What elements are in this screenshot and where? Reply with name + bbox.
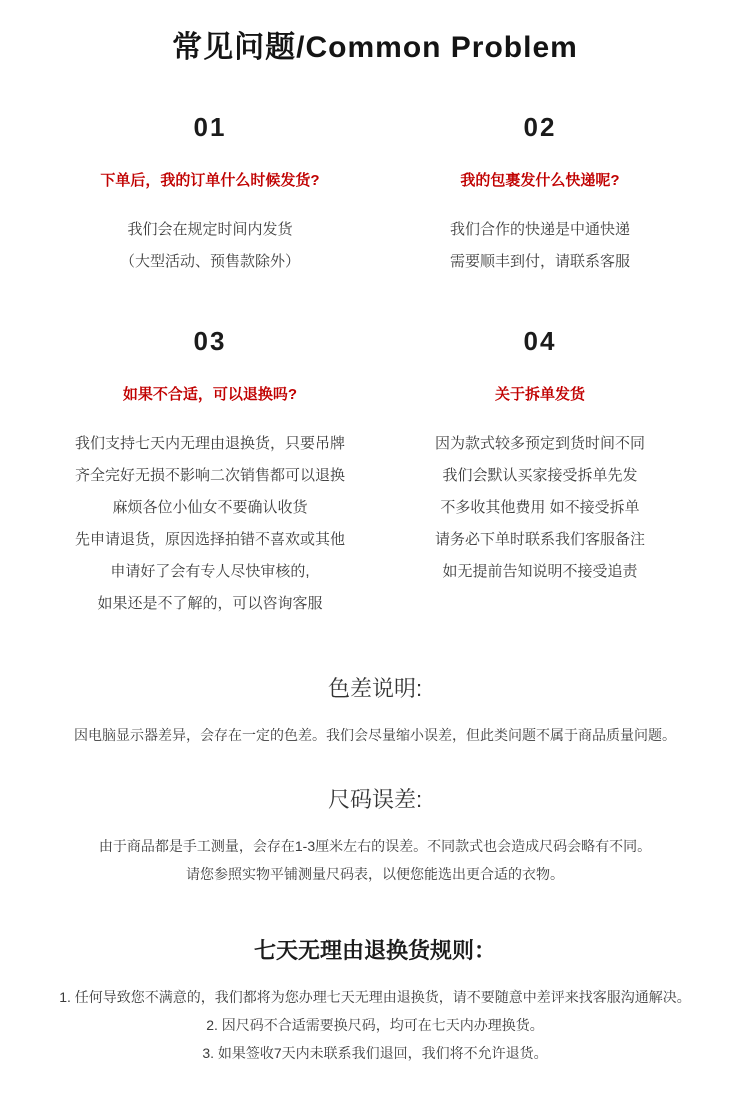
faq-answers [390,428,690,588]
section-line: 请您参照实物平铺测量尺码表，以便您能选出更合适的衣物。 [186,866,564,882]
faq-number: 01 [193,112,227,142]
faq-question: 我的包裹发什么快递呢? [460,172,620,189]
faq-number: 04 [523,326,557,356]
faq-item-01 [60,112,360,278]
faq-answer-line: 先申请退货，原因选择拍错不喜欢或其他 [74,531,345,548]
faq-answer-line: 不多收其他费用 如不接受拆单 [440,499,640,516]
faq-answers [60,428,360,620]
section-title: 尺码误差: [327,787,423,812]
faq-number: 02 [523,112,557,142]
section-size-error [0,783,750,888]
faq-answer-line: 我们支持七天内无理由退换货，只要吊牌 [74,435,345,452]
faq-question: 关于拆单发货 [494,386,585,403]
faq-answer-line: 因为款式较多预定到货时间不同 [434,435,645,452]
faq-answer-line: 我们会在规定时间内发货 [127,221,293,238]
faq-answers [390,214,690,278]
section-title: 色差说明: [327,676,423,701]
faq-answer-line: 麻烦各位小仙女不要确认收货 [112,499,308,516]
faq-answer-line: 申请好了会有专人尽快审核的, [110,563,310,580]
section-line: 2. 因尺码不合适需要换尺码，均可在七天内办理换货。 [206,1017,544,1033]
faq-answer-line: 需要顺丰到付，请联系客服 [449,253,630,270]
faq-answer-line: 如果还是不了解的，可以咨询客服 [97,595,323,612]
section-line: 1. 任何导致您不满意的，我们都将为您办理七天无理由退换货，请不要随意中差评来找客服沟通解决。 [59,989,691,1005]
section-line: 3. 如果签收7天内未联系我们退回，我们将不允许退货。 [202,1045,548,1061]
faq-answer-line: 请务必下单时联系我们客服备注 [434,531,645,548]
faq-answers [60,214,360,278]
faq-answer-line: 如无提前告知说明不接受追责 [442,563,638,580]
faq-answer-line: （大型活动、预售款除外） [119,253,300,270]
faq-item-04 [390,326,690,620]
section-title: 七天无理由退换货规则： [253,938,496,963]
faq-question: 下单后，我的订单什么时候发货? [100,172,320,189]
faq-answer-line: 我们会默认买家接受拆单先发 [442,467,638,484]
faq-question: 如果不合适，可以退换吗? [122,386,298,403]
faq-item-03 [60,326,360,620]
page-title: 常见问题/Common Problem [172,31,578,64]
faq-grid [0,112,750,620]
faq-answer-line: 齐全完好无损不影响二次销售都可以退换 [74,467,345,484]
section-color-difference [0,672,750,749]
section-return-rules [0,934,750,1103]
faq-answer-line: 我们合作的快递是中通快递 [449,221,630,238]
faq-number: 03 [193,326,227,356]
section-line: 由于商品都是手工测量，会存在1-3厘米左右的误差。不同款式也会造成尺码会略有不同。 [98,838,652,854]
faq-item-02 [390,112,690,278]
section-line: 因电脑显示器差异，会存在一定的色差。我们会尽量缩小误差，但此类问题不属于商品质量问题。 [74,727,676,743]
